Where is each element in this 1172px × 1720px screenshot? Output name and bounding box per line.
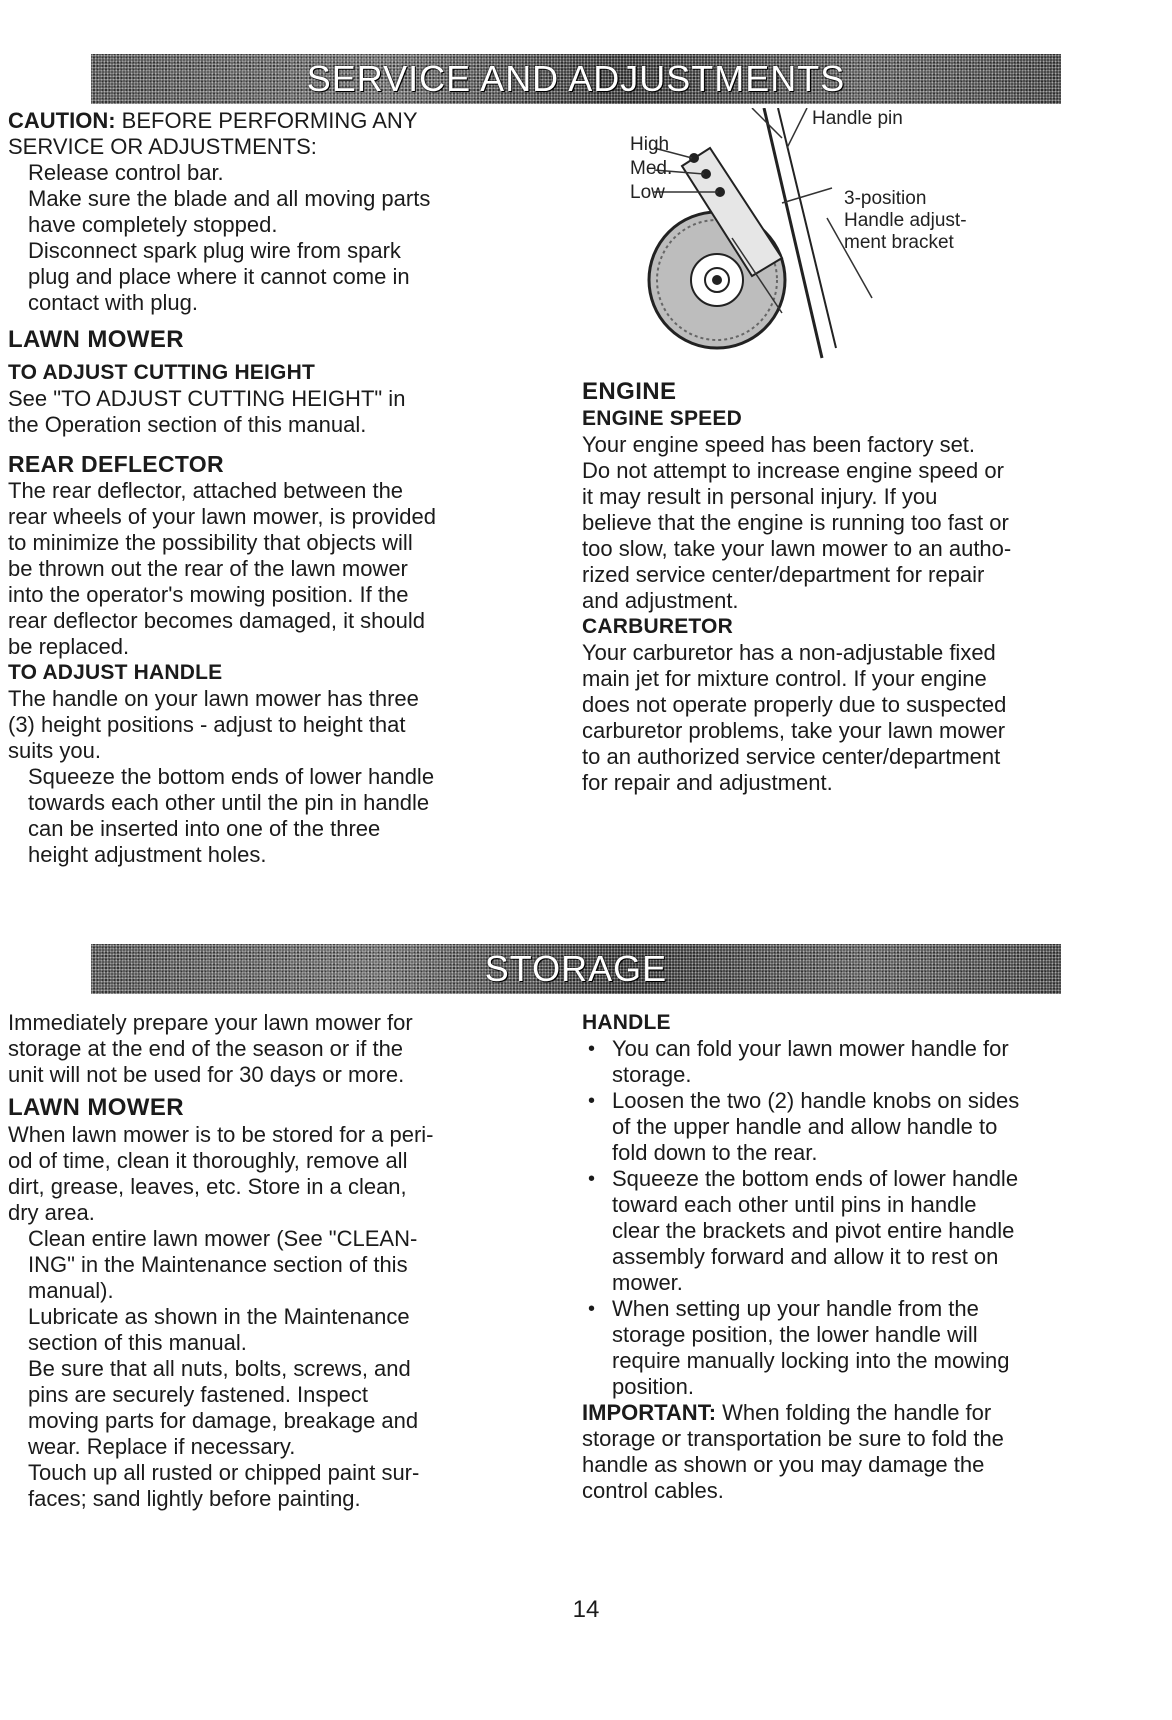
storage-mower-text: od of time, clean it thoroughly, remove all [8, 1148, 408, 1173]
left-column-service [8, 108, 558, 868]
storage-intro: storage at the end of the season or if the [8, 1036, 404, 1061]
bullet-line: • Squeeze the bottom ends of lower handle [612, 1166, 1019, 1191]
bullet-line: storage. [612, 1062, 692, 1087]
important-line-1 [582, 1400, 1072, 1426]
label-bracket-1: 3-position [844, 188, 927, 209]
caution-item: contact with plug. [28, 290, 198, 315]
cutting-height-heading: TO ADJUST CUTTING HEIGHT [8, 361, 315, 384]
storage-step: pins are securely fastened. Inspect [28, 1382, 368, 1407]
caution-text-2: SERVICE OR ADJUSTMENTS: [8, 134, 317, 159]
label-low: Low [630, 182, 665, 203]
carburetor-text: carburetor problems, take your lawn mower [582, 718, 1006, 743]
adjust-handle-step: can be inserted into one of the three [28, 816, 381, 841]
banner-title: SERVICE AND ADJUSTMENTS [306, 58, 846, 99]
rear-deflector-text: to minimize the possibility that objects will [8, 530, 413, 555]
carburetor-heading: CARBURETOR [582, 615, 733, 638]
carburetor-text: to an authorized service center/department [582, 744, 1001, 769]
storage-intro: unit will not be used for 30 days or more. [8, 1062, 405, 1087]
caution-line-1 [8, 108, 558, 134]
adjust-handle-step: height adjustment holes. [28, 842, 267, 867]
caution-item: Make sure the blade and all moving parts [28, 186, 431, 211]
service-and-adjustments-banner [91, 54, 1061, 104]
important-text: storage or transportation be sure to fold the [582, 1426, 1004, 1451]
storage-step: section of this manual. [28, 1330, 247, 1355]
engine-heading: ENGINE [582, 378, 677, 405]
handle-adjustment-diagram [582, 108, 1062, 380]
rear-deflector-text: rear deflector becomes damaged, it should [8, 608, 426, 633]
storage-intro: Immediately prepare your lawn mower for [8, 1010, 413, 1035]
storage-step: Lubricate as shown in the Maintenance [28, 1304, 410, 1329]
handle-bullet [582, 1088, 1072, 1166]
label-handle-pin: Handle pin [812, 108, 903, 129]
storage-step: faces; sand lightly before painting. [28, 1486, 361, 1511]
bullet-line: of the upper handle and allow handle to [612, 1114, 998, 1139]
important-lead: IMPORTANT: [582, 1400, 717, 1425]
engine-speed-text: believe that the engine is running too fast or [582, 510, 1009, 535]
lawn-mower-heading: LAWN MOWER [8, 326, 184, 353]
bullet-line: require manually locking into the mowing [612, 1348, 1010, 1373]
bullet-line: fold down to the rear. [612, 1140, 818, 1165]
engine-speed-text: rized service center/department for repair [582, 562, 985, 587]
storage-step: ING" in the Maintenance section of this [28, 1252, 408, 1277]
cutting-height-text: the Operation section of this manual. [8, 412, 367, 437]
rear-deflector-heading: REAR DEFLECTOR [8, 451, 224, 477]
page-number: 14 [572, 1596, 600, 1623]
storage-banner [91, 944, 1061, 994]
banner-title: STORAGE [484, 948, 668, 989]
cutting-height-text: See "TO ADJUST CUTTING HEIGHT" in [8, 386, 406, 411]
engine-speed-text: it may result in personal injury. If you [582, 484, 938, 509]
handle-heading: HANDLE [582, 1011, 671, 1034]
bullet-line: • Loosen the two (2) handle knobs on sides [612, 1088, 1020, 1113]
label-high: High [630, 134, 670, 155]
rear-deflector-text: rear wheels of your lawn mower, is provided [8, 504, 436, 529]
bullet-line: mower. [612, 1270, 683, 1295]
important-text: When folding the handle for [722, 1400, 992, 1425]
rear-deflector-text: be replaced. [8, 634, 130, 659]
bullet-line: assembly forward and allow it to rest on [612, 1244, 999, 1269]
engine-speed-text: Your engine speed has been factory set. [582, 432, 976, 457]
bullet-line: toward each other until pins in handle [612, 1192, 977, 1217]
label-med: Med. [630, 158, 673, 179]
storage-lawn-mower-heading: LAWN MOWER [8, 1094, 184, 1121]
rear-deflector-text: into the operator's mowing position. If the [8, 582, 409, 607]
storage-step: wear. Replace if necessary. [28, 1434, 296, 1459]
caution-text-1: BEFORE PERFORMING ANY [121, 108, 418, 133]
carburetor-text: main jet for mixture control. If your engine [582, 666, 987, 691]
engine-speed-text: Do not attempt to increase engine speed or [582, 458, 1004, 483]
caution-item: Disconnect spark plug wire from spark [28, 238, 401, 263]
storage-step: Be sure that all nuts, bolts, screws, and [28, 1356, 411, 1381]
rear-deflector-text: The rear deflector, attached between the [8, 478, 404, 503]
important-text: handle as shown or you may damage the [582, 1452, 985, 1477]
carburetor-text: Your carburetor has a non-adjustable fixed [582, 640, 996, 665]
storage-step: manual). [28, 1278, 114, 1303]
handle-bullet [582, 1166, 1072, 1296]
adjust-handle-heading: TO ADJUST HANDLE [8, 661, 223, 684]
storage-mower-text: When lawn mower is to be stored for a peri- [8, 1122, 434, 1147]
storage-step: Clean entire lawn mower (See "CLEAN- [28, 1226, 418, 1251]
caution-item: have completely stopped. [28, 212, 278, 237]
storage-step: Touch up all rusted or chipped paint sur- [28, 1460, 420, 1485]
caution-item: Release control bar. [28, 160, 224, 185]
engine-speed-heading: ENGINE SPEED [582, 407, 742, 430]
handle-bullet [582, 1036, 1072, 1088]
carburetor-text: does not operate properly due to suspected [582, 692, 1007, 717]
caution-lead: CAUTION: [8, 108, 116, 133]
right-column-handle [582, 1010, 1072, 1504]
bullet-line: position. [612, 1374, 694, 1399]
adjust-handle-text: suits you. [8, 738, 101, 763]
engine-speed-text: too slow, take your lawn mower to an autho- [582, 536, 1012, 561]
right-column-engine [582, 378, 1052, 796]
bullet-line: • When setting up your handle from the [612, 1296, 979, 1321]
storage-mower-text: dirt, grease, leaves, etc. Store in a clean, [8, 1174, 407, 1199]
caution-item: plug and place where it cannot come in [28, 264, 410, 289]
storage-step: moving parts for damage, breakage and [28, 1408, 419, 1433]
bullet-line: storage position, the lower handle will [612, 1322, 978, 1347]
carburetor-text: for repair and adjustment. [582, 770, 833, 795]
storage-mower-text: dry area. [8, 1200, 95, 1225]
label-bracket-3: ment bracket [844, 232, 954, 253]
important-text: control cables. [582, 1478, 724, 1503]
adjust-handle-text: (3) height positions - adjust to height that [8, 712, 406, 737]
adjust-handle-step: towards each other until the pin in handle [28, 790, 430, 815]
adjust-handle-text: The handle on your lawn mower has three [8, 686, 419, 711]
handle-bullet-list [582, 1036, 1072, 1400]
bullet-line: • You can fold your lawn mower handle for [612, 1036, 1009, 1061]
rear-deflector-text: be thrown out the rear of the lawn mower [8, 556, 408, 581]
bullet-line: clear the brackets and pivot entire handle [612, 1218, 1015, 1243]
handle-bullet [582, 1296, 1072, 1400]
adjust-handle-step: Squeeze the bottom ends of lower handle [28, 764, 435, 789]
engine-speed-text: and adjustment. [582, 588, 739, 613]
left-column-storage [8, 1010, 568, 1512]
label-bracket-2: Handle adjust- [844, 210, 967, 231]
